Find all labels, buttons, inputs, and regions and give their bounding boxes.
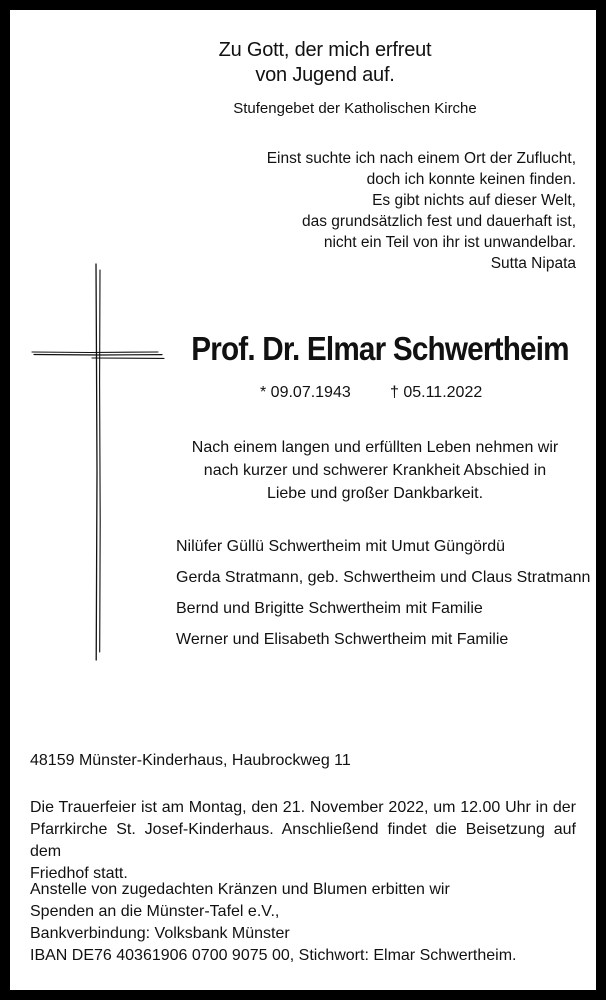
donation-info bbox=[30, 879, 517, 967]
announcement-line: Liebe und großer Dankbarkeit. bbox=[266, 485, 484, 502]
family-member: Nilüfer Güllü Schwertheim mit Umut Güngördü bbox=[176, 538, 506, 555]
death-date: † 05.11.2022 bbox=[390, 384, 483, 401]
announcement-line: nach kurzer und schwerer Krankheit Abschied in bbox=[203, 462, 547, 479]
cross-icon bbox=[30, 262, 165, 662]
ceremony-line: Pfarrkirche St. Josef-Kinderhaus. Anschließend findet die Beisetzung auf dem bbox=[30, 821, 576, 860]
motto-line-1: Zu Gott, der mich erfreut bbox=[218, 39, 432, 61]
life-dates bbox=[260, 384, 482, 402]
ceremony-line: Friedhof statt. bbox=[30, 865, 128, 882]
quote-line: nicht ein Teil von ihr ist unwandelbar. bbox=[323, 234, 576, 251]
quote-line: Einst suchte ich nach einem Ort der Zuflucht, bbox=[266, 150, 576, 167]
birth-date: * 09.07.1943 bbox=[260, 384, 351, 401]
donation-line: Spenden an die Münster-Tafel e.V., bbox=[30, 903, 280, 920]
family-list bbox=[176, 538, 590, 662]
family-member: Bernd und Brigitte Schwertheim mit Familie bbox=[176, 600, 483, 617]
quote-author: Sutta Nipata bbox=[490, 255, 576, 272]
motto bbox=[150, 38, 500, 88]
iban-line: IBAN DE76 40361906 0700 9075 00, Stichwort: Elmar Schwertheim. bbox=[30, 947, 517, 964]
quote bbox=[176, 148, 576, 274]
family-member: Gerda Stratmann, geb. Schwertheim und Claus Stratmann bbox=[176, 569, 591, 586]
motto-source: Stufengebet der Katholischen Kirche bbox=[233, 100, 477, 117]
announcement bbox=[170, 436, 580, 505]
ceremony-line: Die Trauerfeier ist am Montag, den 21. November 2022, um 12.00 Uhr in der bbox=[30, 799, 576, 816]
quote-line: Es gibt nichts auf dieser Welt, bbox=[372, 192, 576, 209]
bank-line: Bankverbindung: Volksbank Münster bbox=[30, 925, 290, 942]
deceased-name: Prof. Dr. Elmar Schwertheim bbox=[191, 330, 569, 367]
family-member: Werner und Elisabeth Schwertheim mit Familie bbox=[176, 631, 509, 648]
motto-line-2: von Jugend auf. bbox=[255, 64, 395, 86]
announcement-line: Nach einem langen und erfüllten Leben nehmen wir bbox=[191, 439, 559, 456]
donation-line: Anstelle von zugedachten Kränzen und Blumen erbitten wir bbox=[30, 881, 450, 898]
address: 48159 Münster-Kinderhaus, Haubrockweg 11 bbox=[30, 752, 351, 769]
quote-line: das grundsätzlich fest und dauerhaft ist, bbox=[302, 213, 576, 230]
quote-line: doch ich konnte keinen finden. bbox=[366, 171, 576, 188]
ceremony-info bbox=[30, 797, 576, 885]
